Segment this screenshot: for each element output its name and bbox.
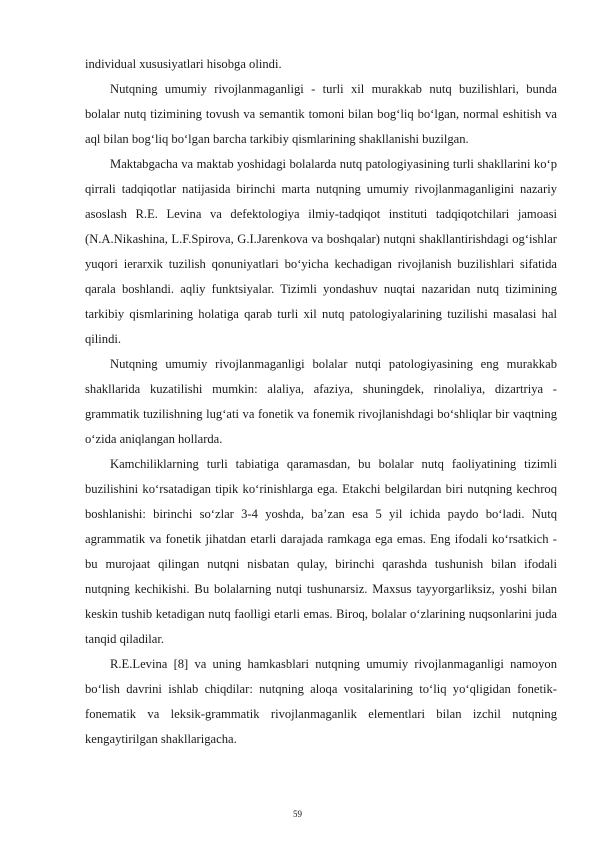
paragraph-pathology-forms: Nutqning umumiy rivojlanmaganligi bolalar nutqi patologiyasining eng murakkab shakllarida kuzatilishi mumkin: alaliya, afaziya, shuningdek, rinolaliya, dizartriya - grammatik tuzilishning lug‘ati va fonetik va fonemik rivojlanishdagi bo‘shliqlar bir vaqtning o‘zida aniqlangan hollarda.	[85, 357, 557, 446]
paragraph-definition: Nutqning umumiy rivojlanmaganligi - turli xil murakkab nutq buzilishlari, bunda bolalar nutq tizimining tovush va semantik tomoni bilan bog‘liq bo‘lgan, normal eshitish va aql bilan bog‘liq bo‘lgan barcha tarkibiy qismlarining shakllanishi buzilgan.	[85, 82, 557, 146]
page-number: 59	[293, 809, 302, 819]
paragraph-levina-periods: R.E.Levina [8] va uning hamkasblari nutqning umumiy rivojlanmaganligi namoyon bo‘lish davrini ishlab chiqdilar: nutqning aloqa vositalarining to‘liq yo‘qligidan fonetik-fonematik va leksik-grammatik rivojlanmaganlik elementlari bilan izchil nutqning kengaytirilgan shakllarigacha.	[85, 657, 557, 746]
paragraph-continuation: individual xususiyatlari hisobga olindi.	[85, 57, 282, 71]
paragraph-levina-theory: Maktabgacha va maktab yoshidagi bolalarda nutq patologiyasining turli shakllarini ko‘p qirrali tadqiqotlar natijasida birinchi marta nutqning umumiy rivojlanmaganligini nazariy asoslash R.E. Levina va defektologiya ilmiy-tadqiqot instituti tadqiqotchilari jamoasi (N.A.Nikashina, L.F.Spirova, G.I.Jarenkova va boshqalar) nutqni shakllantirishdagi og‘ishlar yuqori ierarxik tuzilish qonuniyatlari bo‘yicha kechadigan rivojlanish buzilishlari sifatida qarala boshlandi. aqliy funktsiyalar. Tizimli yondashuv nuqtai nazaridan nutq tizimining tarkibiy qismlarining holatiga qarab turli xil nutq patologiyalarining tuzilishi masalasi hal qilindi.	[85, 157, 557, 346]
paragraph-deficiencies: Kamchiliklarning turli tabiatiga qaramasdan, bu bolalar nutq faoliyatining tizimli buzilishini ko‘rsatadigan tipik ko‘rinishlarga ega. Etakchi belgilardan biri nutqning kechroq boshlanishi: birinchi so‘zlar 3-4 yoshda, ba’zan esa 5 yil ichida paydo bo‘ladi. Nutq agrammatik va fonetik jihatdan etarli darajada ramkaga ega emas. Eng ifodali ko‘rsatkich - bu murojaat qilingan nutqni nisbatan qulay, birinchi qarashda tushunish bilan ifodali nutqning kechikishi. Bu bolalarning nutqi tushunarsiz. Maxsus tayyorgarliksiz, yoshi bilan keskin tushib ketadigan nutq faolligi etarli emas. Biroq, bolalar o‘zlarining nuqsonlarini juda tanqid qiladilar.	[85, 457, 557, 646]
document-body	[85, 52, 557, 752]
